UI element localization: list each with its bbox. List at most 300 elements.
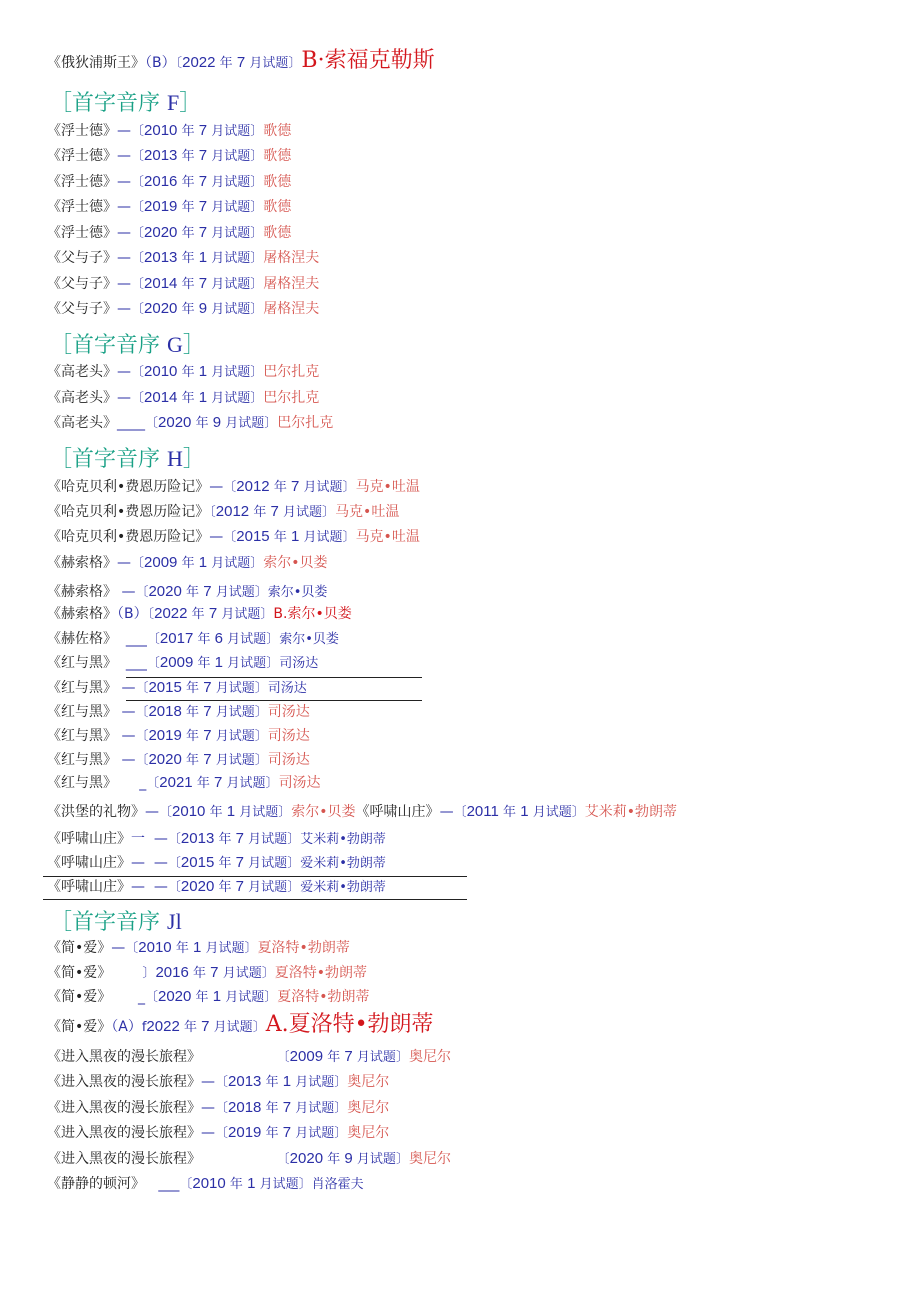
exam-suffix: 月试题 (295, 1075, 335, 1090)
exam-reference (135, 583, 267, 600)
book-title: 《赫索格》 (47, 584, 117, 600)
underline-rule (126, 677, 422, 678)
separator (111, 965, 142, 981)
list-item (47, 363, 319, 382)
section-heading (50, 86, 201, 117)
exam-suffix: 月试题 (211, 251, 251, 266)
exam-reference (131, 249, 263, 266)
book-title: 《静静的顿河》 (47, 1176, 145, 1192)
separator: — (117, 390, 131, 406)
book-title: 《进入黑夜的漫长旅程》 (47, 1100, 201, 1116)
bracket-open: 〔 (144, 990, 158, 1005)
exam-suffix: 月试题 (239, 805, 279, 820)
bracket-open: 〔 (215, 1126, 229, 1141)
bracket-open: 〔 (131, 391, 145, 406)
separator: — (117, 752, 136, 768)
bracket-close: 〕 (250, 556, 264, 571)
author-name: 艾米莉•勃朗蒂 (584, 804, 678, 820)
separator: — (117, 199, 131, 215)
bracket-close: 〕 (252, 1020, 266, 1035)
separator: — (117, 276, 131, 292)
book-title: 《红与黑》 (47, 704, 117, 720)
exam-year: 2020 (148, 751, 182, 768)
space (160, 447, 167, 472)
author-name: 司汤达 (279, 656, 319, 671)
space (160, 910, 167, 935)
exam-suffix: 月试题 (295, 1101, 335, 1116)
exam-reference (168, 854, 300, 871)
exam-suffix: 月试题 (215, 681, 255, 696)
book-title: 《红与黑》 (47, 680, 117, 696)
exam-year: 2013 (180, 830, 215, 847)
year-char: 年 (196, 776, 210, 791)
exam-reference (142, 1018, 266, 1035)
exam-year: 2012 (215, 503, 250, 520)
bracket-open: 〔 (135, 681, 149, 696)
exam-reference (135, 727, 267, 744)
author-name: 司汤达 (278, 775, 321, 791)
year-char: 年 (503, 805, 517, 820)
bracket-close: 〕 (265, 776, 279, 791)
bracket-open: 〔 (131, 251, 145, 266)
bracket-close: 〕 (250, 226, 264, 241)
exam-reference (131, 198, 263, 215)
bracket-open: 〔 (179, 1177, 193, 1192)
bracket-close: 〕 (395, 1152, 409, 1167)
exam-suffix: 月试题 (227, 632, 267, 647)
exam-year: 2013 (144, 147, 178, 164)
exam-year: 2022 (154, 605, 188, 622)
separator: — (117, 555, 131, 571)
exam-reference (131, 275, 263, 292)
year-char: 年 (181, 175, 195, 190)
list-item (47, 147, 291, 166)
space (160, 91, 167, 116)
exam-year: 2010 (144, 122, 178, 139)
list-item (47, 988, 370, 1007)
author-name: 歌德 (263, 225, 292, 241)
year-char: 年 (273, 530, 287, 545)
exam-reference (145, 988, 277, 1005)
exam-suffix: 月试题 (248, 880, 288, 895)
exam-month: 1 (214, 654, 223, 671)
exam-suffix: 月试题 (211, 365, 251, 380)
separator: — (117, 584, 136, 600)
exam-suffix: 月试题 (211, 200, 251, 215)
separator: — (117, 250, 131, 266)
author-name: 屠格涅夫 (263, 250, 320, 266)
list-item (47, 275, 319, 294)
exam-month: 7 (282, 1124, 292, 1141)
separator (201, 1151, 277, 1167)
book-title: 《哈克贝利•费恩历险记》 (47, 479, 210, 495)
space (160, 333, 167, 358)
exam-month: 9 (198, 300, 208, 317)
year-char: 年 (186, 585, 200, 600)
bracket-close: 〕 (250, 149, 264, 164)
exam-suffix: 月试题 (215, 729, 255, 744)
section-heading (50, 905, 182, 936)
exam-reference (131, 363, 263, 380)
separator: （B） (117, 606, 148, 622)
author-name: 司汤达 (267, 704, 310, 720)
list-item (47, 630, 339, 649)
exam-reference (142, 964, 274, 981)
separator: — (117, 225, 131, 241)
exam-reference (135, 703, 267, 720)
exam-reference (209, 503, 335, 520)
separator: _ (117, 775, 147, 791)
separator: — (201, 1100, 215, 1116)
exam-year: 2020 (157, 988, 192, 1005)
bracket-close: 〕 (288, 56, 302, 71)
separator: — — (131, 879, 168, 895)
list-item (47, 854, 386, 873)
exam-month: 7 (235, 854, 244, 871)
exam-reference (168, 830, 300, 847)
year-char: 年 (186, 681, 200, 696)
bracket-close: 〕 (334, 1101, 348, 1116)
separator: — (201, 1125, 215, 1141)
heading-label: ［首字音序 (50, 447, 161, 472)
book-title: 《进入黑夜的漫长旅程》 (47, 1074, 201, 1090)
bracket-open: 〔 (135, 705, 149, 720)
heading-label: ［首字音序 (50, 91, 161, 116)
author-name: 奥尼尔 (347, 1125, 390, 1141)
exam-suffix: 月试题 (211, 302, 251, 317)
author-name: 司汤达 (267, 681, 307, 696)
separator: ___ (145, 1176, 180, 1192)
list-item (47, 1150, 451, 1169)
exam-reference (131, 300, 263, 317)
list-item (47, 249, 319, 268)
author-name: B.索尔•贝娄 (273, 606, 352, 622)
list-item (47, 478, 420, 497)
separator: — (117, 728, 136, 744)
exam-suffix: 月试题 (226, 776, 266, 791)
list-item (47, 605, 352, 624)
bracket-open: 〔 (453, 805, 467, 820)
separator: — (117, 148, 131, 164)
exam-month: 1 (198, 249, 208, 266)
exam-month: 1 (193, 939, 202, 956)
bracket-close: 〕 (254, 585, 268, 600)
year-char: 年 (197, 656, 211, 671)
heading-letter: Jl (167, 909, 182, 934)
book-title: 《简•爱》 (47, 965, 112, 981)
separator: — (145, 804, 159, 820)
author-name: 奥尼尔 (347, 1100, 390, 1116)
bracket-open: 〔 (175, 56, 183, 71)
year-char: 年 (265, 1101, 279, 1116)
separator: （A） (111, 1019, 142, 1035)
list-item (47, 1175, 364, 1194)
exam-month: 7 (236, 54, 246, 71)
author-name: 夏洛特•勃朗蒂 (277, 989, 370, 1005)
author-name: 巴尔扎克 (263, 390, 320, 406)
exam-suffix: 月试题 (295, 1126, 335, 1141)
author-name: 巴尔扎克 (263, 364, 320, 380)
exam-suffix: 月试题 (211, 277, 251, 292)
year-char: 年 (186, 705, 200, 720)
book-title: 《赫索格》 (47, 606, 117, 622)
year-char: 年 (218, 832, 232, 847)
exam-suffix: 月试题 (356, 1152, 396, 1167)
book-title: 《父与子》 (47, 250, 117, 266)
exam-month: 7 (208, 605, 218, 622)
year-char: 年 (327, 1050, 341, 1065)
exam-suffix: 月试题 (225, 990, 265, 1005)
bracket-close: 〕 (250, 200, 264, 215)
bracket-close: 〕 (264, 416, 278, 431)
exam-month: 7 (203, 703, 212, 720)
author-name: 索尔•贝娄 (263, 555, 328, 571)
exam-month: 7 (198, 198, 208, 215)
list-item (47, 654, 318, 673)
book-title: 《呼啸山庄》 (47, 879, 131, 895)
bracket-open: 〔 (276, 1050, 290, 1065)
author-name: 巴尔扎克 (277, 415, 334, 431)
exam-reference (168, 878, 300, 895)
exam-reference (223, 478, 355, 495)
exam-reference (215, 1073, 347, 1090)
year-char: 年 (175, 941, 189, 956)
list-item (47, 198, 291, 217)
section-heading (50, 328, 205, 359)
year-char: 年 (265, 1075, 279, 1090)
bracket-open: 〔 (125, 941, 139, 956)
separator: — (117, 123, 131, 139)
exam-year: 2010 (144, 363, 178, 380)
book-title: 《赫佐格》 (47, 631, 117, 647)
exam-month: 7 (282, 1099, 292, 1116)
exam-month: 1 (291, 528, 300, 545)
list-item (47, 803, 677, 822)
exam-reference (277, 1150, 409, 1167)
bracket-open: 〔 (167, 832, 181, 847)
bracket-close: 〕 (260, 607, 274, 622)
exam-reference (131, 389, 263, 406)
year-char: 年 (181, 200, 195, 215)
heading-letter: F (167, 90, 180, 115)
exam-reference (145, 414, 277, 431)
exam-suffix: 月试题 (211, 124, 251, 139)
exam-reference (147, 654, 279, 671)
exam-suffix: 月试题 (211, 226, 251, 241)
bracket-open: 〔 (145, 416, 159, 431)
book-title: 《浮士德》 (47, 148, 117, 164)
exam-suffix: 月试题 (227, 656, 267, 671)
exam-month: 1 (520, 803, 529, 820)
year-char: 年 (218, 880, 232, 895)
exam-reference (176, 54, 302, 71)
exam-month: 1 (198, 554, 208, 571)
list-item (47, 774, 321, 793)
exam-month: 7 (235, 878, 244, 895)
separator: — (111, 940, 126, 956)
book-title: 《红与黑》 (47, 775, 117, 791)
author-name: 索尔•贝娄 (279, 632, 339, 647)
list-item (47, 503, 399, 522)
bracket-open: 〕 (142, 966, 156, 981)
year-char: 年 (253, 505, 267, 520)
exam-month: 6 (214, 630, 223, 647)
book-title: 《高老头》 (47, 390, 117, 406)
list-item (47, 528, 420, 547)
exam-month: 7 (291, 478, 300, 495)
year-char: 年 (186, 729, 200, 744)
exam-month: 7 (198, 275, 208, 292)
author-name: 马克•吐温 (335, 504, 400, 520)
separator: — (201, 1074, 215, 1090)
exam-year: 2022 (146, 1018, 180, 1035)
exam-year: 2010 (192, 1175, 226, 1192)
exam-month: 7 (203, 727, 212, 744)
exam-year: 2015 (148, 679, 182, 696)
author-name: 爱米莉•勃朗蒂 (300, 856, 386, 871)
book-title: 《红与黑》 (47, 752, 117, 768)
exam-reference (146, 774, 278, 791)
exam-year: 2009 (289, 1048, 324, 1065)
exam-suffix: 月试题 (259, 1177, 299, 1192)
book-title: 《浮士德》 (47, 174, 117, 190)
author-name: 索尔•贝娄 (291, 804, 356, 820)
exam-reference (131, 122, 263, 139)
list-item (47, 727, 310, 746)
exam-reference (179, 1175, 311, 1192)
list-item (47, 1124, 389, 1143)
year-char: 年 (181, 124, 195, 139)
bracket-close: 〕 (254, 753, 268, 768)
separator: — (209, 479, 224, 495)
separator: — (117, 364, 131, 380)
year-char: 年 (181, 226, 195, 241)
separator: 一 — (131, 831, 168, 847)
exam-suffix: 月试题 (248, 832, 288, 847)
bracket-close: 〕 (334, 1075, 348, 1090)
book-title: 《父与子》 (47, 301, 117, 317)
heading-letter: H (167, 446, 183, 471)
underline-rule (43, 899, 467, 900)
book-title: 《进入黑夜的漫长旅程》 (47, 1049, 201, 1065)
exam-suffix: 月试题 (532, 805, 572, 820)
book-title: 《赫索格》 (47, 555, 117, 571)
list-item (47, 878, 386, 897)
author-name: 夏洛特•勃朗蒂 (274, 965, 367, 981)
bracket-close: 〕 (254, 729, 268, 744)
exam-suffix: 月试题 (215, 753, 255, 768)
exam-month: 1 (198, 363, 208, 380)
year-char: 年 (265, 1126, 279, 1141)
author-name: 肖洛霍夫 (311, 1177, 364, 1192)
bracket-close: 〕 (250, 365, 264, 380)
exam-month: 1 (212, 988, 222, 1005)
exam-year: 2014 (144, 389, 178, 406)
list-item (47, 1073, 389, 1092)
bracket-open: 〔 (146, 776, 160, 791)
book-title: 《红与黑》 (47, 655, 117, 671)
exam-month: 7 (198, 147, 208, 164)
bracket-close: 〕 (298, 1177, 312, 1192)
exam-reference (223, 528, 355, 545)
bracket-close: 〕 (250, 124, 264, 139)
separator: ___ (117, 655, 147, 671)
exam-reference (135, 751, 267, 768)
exam-reference (131, 554, 263, 571)
bracket-close: 〕 (287, 856, 301, 871)
book-title: 《进入黑夜的漫长旅程》 (47, 1151, 201, 1167)
exam-suffix: 月试题 (221, 607, 261, 622)
bracket-close: 〕 (571, 805, 585, 820)
year-char: 年 (195, 416, 209, 431)
book-title: 《简•爱》 (47, 1019, 112, 1035)
bracket-open: 〔 (131, 556, 145, 571)
exam-year: 2020 (148, 583, 182, 600)
year-char: 年 (218, 856, 232, 871)
author-name: 夏洛特•勃朗蒂 (257, 940, 350, 956)
exam-suffix: 月试题 (211, 556, 251, 571)
year-char: 年 (186, 753, 200, 768)
exam-month: 7 (203, 679, 212, 696)
author-name: 屠格涅夫 (263, 301, 320, 317)
bracket-close: 〕 (250, 391, 264, 406)
exam-reference (148, 605, 274, 622)
exam-year: 2019 (148, 727, 182, 744)
exam-month: 7 (201, 1018, 210, 1035)
separator: — (117, 680, 136, 696)
bracket-close: 〕 (254, 681, 268, 696)
exam-month: 7 (344, 1048, 353, 1065)
bracket-close: 〕 (395, 1050, 409, 1065)
list-item (47, 224, 291, 243)
exam-month: 7 (270, 503, 279, 520)
bracket-close: 〕 (287, 832, 301, 847)
year-char: 年 (327, 1152, 341, 1167)
year-char: 年 (273, 480, 287, 495)
bracket-open: 〔 (131, 277, 145, 292)
author-name: 屠格涅夫 (263, 276, 320, 292)
list-item (47, 679, 307, 698)
bracket-open: 〔 (131, 365, 145, 380)
year-char: 年 (181, 277, 195, 292)
bracket-open: 〔 (135, 729, 149, 744)
bracket-open: 〔 (135, 585, 149, 600)
exam-year: 2020 (144, 300, 178, 317)
year-char: 年 (219, 56, 233, 71)
section-heading (50, 442, 205, 473)
exam-year: 2018 (148, 703, 182, 720)
list-item (47, 48, 435, 73)
list-item (47, 122, 291, 141)
underline-rule (43, 876, 467, 877)
exam-year: 2020 (144, 224, 178, 241)
bracket-open: 〔 (135, 753, 149, 768)
heading-close: ］ (182, 447, 205, 472)
exam-suffix: 月试题 (215, 585, 255, 600)
book-title: 《呼啸山庄》 (355, 804, 440, 820)
book-title: 《高老头》 (47, 415, 117, 431)
bracket-close: 〕 (250, 175, 264, 190)
bracket-open: 〔 (167, 856, 181, 871)
separator: _ (111, 989, 145, 1005)
bracket-close: 〕 (342, 530, 356, 545)
book-title: 《进入黑夜的漫长旅程》 (47, 1125, 201, 1141)
author-name: 马克•吐温 (355, 529, 420, 545)
exam-year: 2020 (158, 414, 192, 431)
bracket-open: 〔 (159, 805, 173, 820)
exam-month: 1 (282, 1073, 292, 1090)
year-char: 年 (181, 391, 195, 406)
